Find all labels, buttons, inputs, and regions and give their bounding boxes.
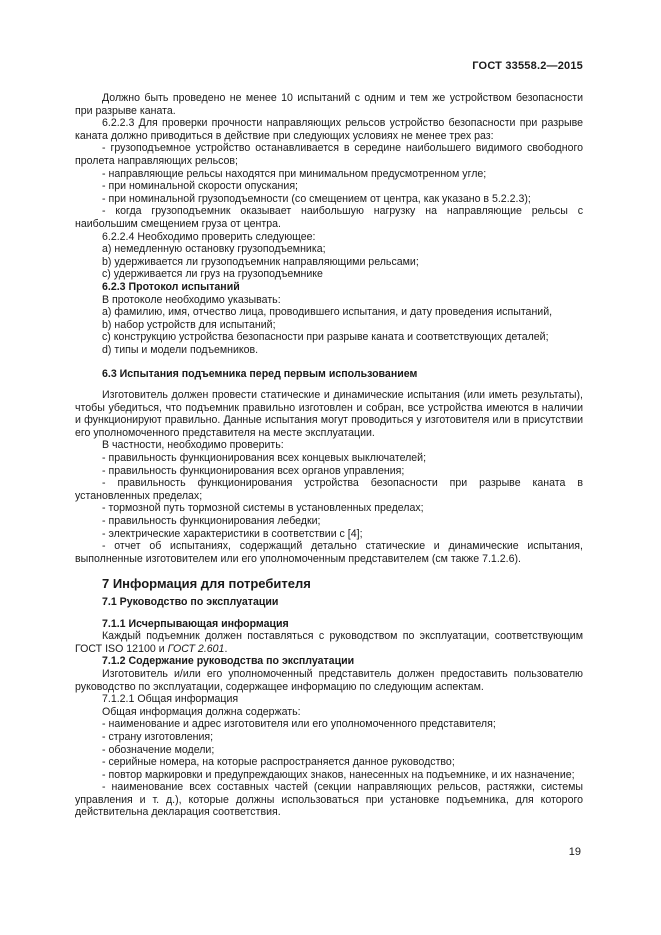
paragraph: 6.2.2.4 Необходимо проверить следующее: <box>102 230 316 243</box>
subsection-heading: 7.1.1 Исчерпывающая информация <box>102 617 289 630</box>
list-item: a) фамилию, имя, отчество лица, проводившего испытания, и дату проведения испытаний, <box>102 306 553 319</box>
paragraph: Должно быть проведено не менее 10 испытаний с одним и тем же устройством безопасности при разрыве каната. <box>75 92 583 117</box>
list-item: b) набор устройств для испытаний; <box>102 318 276 331</box>
list-item: - страну изготовления; <box>102 730 214 743</box>
paragraph: 7.1.2.1 Общая информация <box>102 693 239 706</box>
list-item: b) удерживается ли грузоподъемник направляющими рельсами; <box>102 255 419 268</box>
list-item: - правильность функционирования лебедки; <box>102 515 321 527</box>
section-heading: 7.1 Руководство по эксплуатации <box>102 595 279 608</box>
list-item: - электрические характеристики в соответствии с [4]; <box>102 527 363 540</box>
list-item: - при номинальной грузоподъемности (со смещением от центра, как указано в 5.2.2.3); <box>102 192 531 205</box>
list-item: - грузоподъемное устройство останавливается в середине наибольшего видимого свободного пролета направляющих рельсов; <box>75 142 583 167</box>
list-item: - серийные номера, на которые распространяется данное руководство; <box>102 756 455 769</box>
list-item: - отчет об испытаниях, содержащий детально статические и динамические испытания, выполненные изготовителем или его уполномоченным представителем (см также 7.1.2.6). <box>75 540 583 565</box>
list-item: - правильность функционирования всех органов управления; <box>102 464 405 477</box>
paragraph: Общая информация должна содержать: <box>102 705 301 718</box>
paragraph: Изготовитель и/или его уполномоченный представитель должен предоставить пользователю руководство по эксплуатации, содержащее информацию по следующим аспектам. <box>75 667 583 693</box>
paragraph: В частности, необходимо проверить: <box>102 439 284 452</box>
section-heading: 6.3 Испытания подъемника перед первым использованием <box>102 368 418 381</box>
list-item: - направляющие рельсы находятся при минимальном предусмотренном угле; <box>102 167 487 180</box>
list-item: - правильность функционирования всех концевых выключателей; <box>102 452 427 465</box>
standard-reference: ГОСТ 2.601 <box>167 642 225 655</box>
list-item: c) конструкцию устройства безопасности при разрыве каната и соответствующих деталей; <box>102 331 549 344</box>
paragraph: В протоколе необходимо указывать: <box>102 293 281 306</box>
chapter-heading: 7 Информация для потребителя <box>102 576 311 592</box>
paragraph: Изготовитель должен провести статические и динамические испытания (или иметь результаты), чтобы убедиться, что подъемник правильно изготовлен и собран, все устройства имеются в наличии и функционируют правильно. Данные испытания могут проводиться у изготовителя или в присутствии его уполномоченного представителя на месте эксплуатации. <box>75 389 583 439</box>
list-item: c) удерживается ли груз на грузоподъемнике <box>102 268 323 281</box>
list-item: - тормозной путь тормозной системы в установленных пределах; <box>102 502 424 515</box>
document-body <box>75 92 583 819</box>
page-number: 19 <box>568 846 581 858</box>
paragraph: 6.2.2.3 Для проверки прочности направляющих рельсов устройство безопасности при разрыве каната должно приводиться в действие при следующих условиях не менее трех раз: <box>75 117 583 142</box>
paragraph-text: Каждый подъемник должен поставляться с руководством по эксплуатации, соответствующим ГОСТ ISO 12100 и <box>75 630 583 655</box>
list-item: - наименование всех составных частей (секции направляющих рельсов, растяжки, системы управления и т. д.), которые должны использоваться при установке подъемника, для которого действительна декларация соответствия. <box>75 781 583 819</box>
document-id: ГОСТ 33558.2—2015 <box>472 60 583 72</box>
subsection-heading: 6.2.3 Протокол испытаний <box>102 280 240 293</box>
list-item: - наименование и адрес изготовителя или его уполномоченного представителя; <box>102 718 496 731</box>
list-item: - когда грузоподъемник оказывает наибольшую нагрузку на направляющие рельсы с наибольшим смещением груза от центра. <box>75 205 583 230</box>
list-item: a) немедленную остановку грузоподъемника; <box>102 243 326 256</box>
list-item: - при номинальной скорости опускания; <box>102 180 298 193</box>
list-item: d) типы и модели подъемников. <box>102 343 259 356</box>
paragraph <box>75 630 583 655</box>
list-item: - повтор маркировки и предупреждающих знаков, нанесенных на подъемнике, и их назначение; <box>102 768 575 781</box>
list-item: - обозначение модели; <box>102 743 215 756</box>
subsection-heading: 7.1.2 Содержание руководства по эксплуатации <box>102 655 355 668</box>
paragraph-end: . <box>224 642 228 655</box>
list-item: - правильность функционирования устройства безопасности при разрыве каната в установленных пределах; <box>75 477 583 502</box>
